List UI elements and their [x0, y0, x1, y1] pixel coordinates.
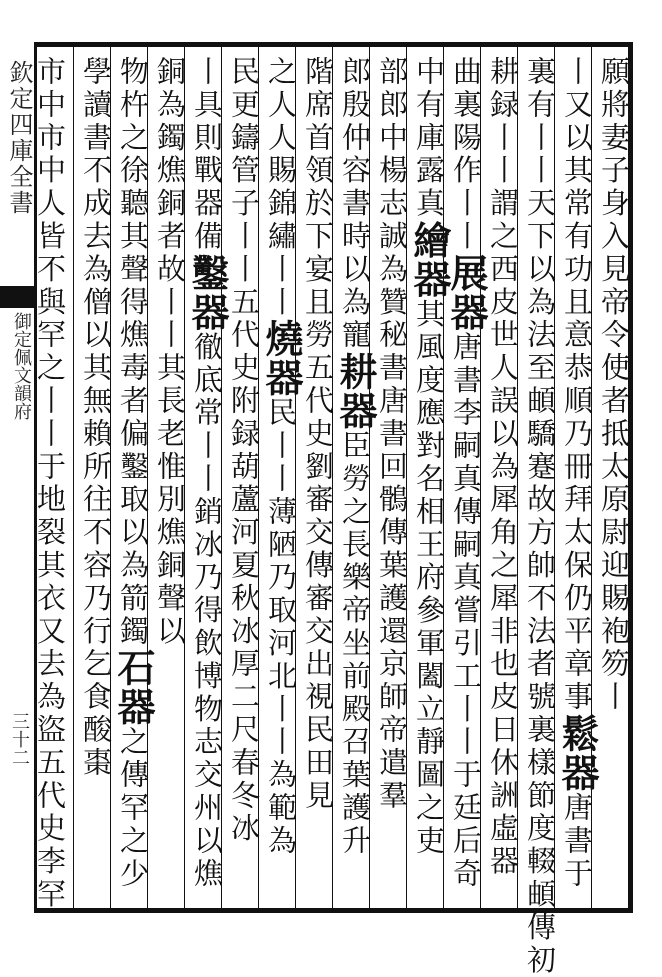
column-text: 市中市中人皆不與罕之丨丨于地裂其衣又去為盜 [33, 56, 67, 747]
entry-heading: 繪器 [407, 221, 452, 299]
column-text: 曲裏陽作丨丨 [449, 56, 483, 253]
column-text: 階席首領於下宴且勞 [301, 56, 335, 352]
column-text-tail: 五代史李罕 [33, 747, 67, 912]
column-text-tail: 五代史附録葫蘆河夏秋冰厚二尺春冬冰 [227, 286, 261, 845]
column-text-tail: 唐書于 [560, 792, 594, 891]
page-number: 三十二 [8, 712, 32, 766]
column-text: 民更鑄管子丨丨 [227, 56, 261, 286]
column-text: 中有庫露真 [412, 56, 446, 221]
column-text: 部郎中楊志誠為贊秘書 [375, 56, 409, 385]
column-text-tail: 其風度應對名相王府參軍闔立靜圖之吏 [412, 299, 446, 858]
column-text: 銅為鐲燋銅者故丨丨其長老惟別燋銅聲以 [153, 56, 187, 648]
book-subtitle: 御定佩文韻府 [8, 312, 32, 492]
entry-heading: 展器 [444, 253, 489, 331]
entry-heading: 鬆器 [555, 714, 600, 792]
entry-heading: 耕器 [333, 352, 378, 430]
column-text: 物杵之徐聽其聲得燋毒者偏鑿取以為箭鐲 [116, 56, 150, 648]
column-text: 耕録丨丨謂之西皮世人誤以為犀角之犀非也皮日休詶虛器 [486, 56, 520, 879]
column-text: 丨又以其常有功且意恭順乃冊拜太保仍平章事 [560, 56, 594, 714]
column-text-tail: 頔傳初 [523, 879, 557, 977]
column-text: 願將妻子身入見帝令使者抵太原尉迎賜袍笏丨 [597, 56, 631, 714]
entry-heading: 燒器 [259, 319, 304, 397]
column-text: 之人人賜錦繡丨丨 [264, 56, 298, 319]
column-text-tail: 唐書李嗣真傳嗣真嘗引工丨丨于廷后奇 [449, 331, 483, 890]
column-text-tail: 徹底常丨丨銷冰乃得飲博物志交州以燋 [190, 331, 224, 890]
column-text-tail: 之傳罕之少 [116, 726, 150, 891]
book-title: 欽定四庫全書 [4, 60, 34, 300]
column-text: 裏有丨丨天下以為法至頔驕蹇故方帥不法者號裏樣節度輟 [523, 56, 557, 879]
column-text-tail: 臣勞之長樂帝坐前殿召葉護升 [338, 430, 372, 858]
column-text: 學讀書不成去為僧以其無賴所往不容乃行乞食酸棗 [79, 56, 113, 780]
entry-heading: 鑿器 [185, 253, 230, 331]
column-text: 丨具則戰器備 [190, 56, 224, 253]
column-text-tail: 五代史劉審交傳審交出視民田見 [301, 352, 335, 813]
text-column [37, 56, 73, 908]
column-text-tail: 民丨丨薄陋乃取河北丨丨為範為 [264, 397, 298, 858]
column-text: 郎殷仲容書時以為寵 [338, 56, 372, 352]
column-text-tail: 唐書回鶻傳葉護還京師帝遣羣 [375, 385, 409, 813]
entry-heading: 石器 [111, 648, 156, 726]
text-column [73, 56, 119, 908]
